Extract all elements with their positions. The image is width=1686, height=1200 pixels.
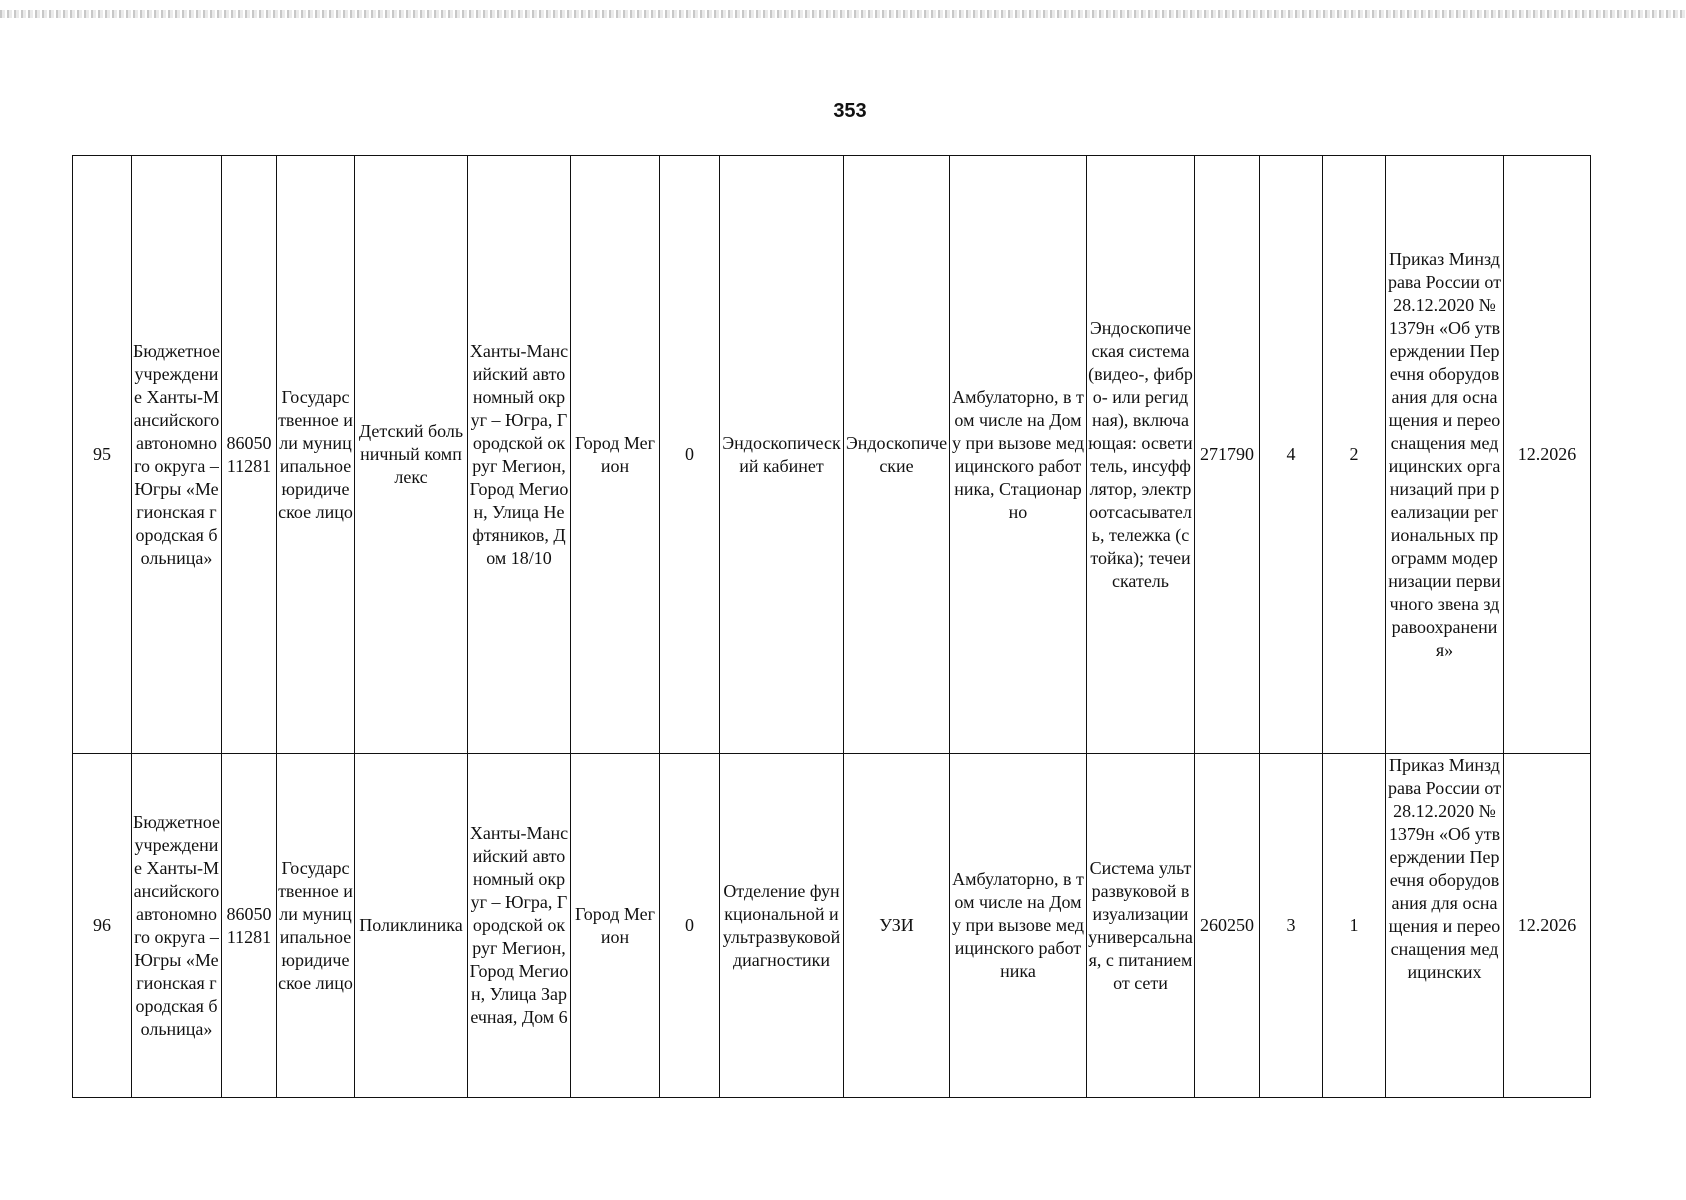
legal-basis-cell: Приказ Минздрава России от 28.12.2020 № 1379н «Об утверждении Перечня оборудования для оснащения и переоснащения медицинских (1386, 754, 1504, 1098)
date-cell: 12.2026 (1504, 754, 1591, 1098)
equipment-cell: Эндоскопическая система (видео-, фибро- или регидная), включающая: осветитель, инсуффлятор, электроотсасыватель, тележка (стойка); течеискатель (1087, 156, 1195, 754)
organization-cell: Бюджетное учреждение Ханты-Мансийского автономного округа – Югры «Мегионская городская больница» (132, 754, 222, 1098)
care-conditions-cell: Амбулаторно, в том числе на Дому при вызове медицинского работника, Стационарно (950, 156, 1087, 754)
scan-edge-artifact (0, 10, 1686, 18)
quantity-a-cell: 4 (1260, 156, 1323, 754)
row-number-cell: 95 (73, 156, 132, 754)
row-number-cell: 96 (73, 754, 132, 1098)
city-cell: Город Мегион (571, 156, 660, 754)
equipment-code-cell: 260250 (1195, 754, 1260, 1098)
quantity-b-cell: 1 (1323, 754, 1386, 1098)
department-cell: Эндоскопический кабинет (720, 156, 844, 754)
equipment-cell: Система ультразвуковой визуализации универсальная, с питанием от сети (1087, 754, 1195, 1098)
code-cell: 0 (660, 754, 720, 1098)
profile-cell: Эндоскопические (844, 156, 950, 754)
address-cell: Ханты-Мансийский автономный округ – Югра, Городской округ Мегион, Город Мегион, Улица Нефтяников, Дом 18/10 (468, 156, 571, 754)
table-row (73, 156, 1591, 754)
table-row (73, 754, 1591, 1098)
care-conditions-cell: Амбулаторно, в том числе на Дому при вызове медицинского работника (950, 754, 1087, 1098)
department-cell: Отделение функциональной и ультразвуковой диагностики (720, 754, 844, 1098)
facility-cell: Поликлиника (355, 754, 468, 1098)
inn-cell: 8605011281 (222, 156, 277, 754)
date-cell: 12.2026 (1504, 156, 1591, 754)
code-cell: 0 (660, 156, 720, 754)
quantity-b-cell: 2 (1323, 156, 1386, 754)
equipment-code-cell: 271790 (1195, 156, 1260, 754)
quantity-a-cell: 3 (1260, 754, 1323, 1098)
organization-cell: Бюджетное учреждение Ханты-Мансийского автономного округа – Югры «Мегионская городская больница» (132, 156, 222, 754)
equipment-registry-table (72, 155, 1591, 1098)
profile-cell: УЗИ (844, 754, 950, 1098)
inn-cell: 8605011281 (222, 754, 277, 1098)
legal-basis-cell: Приказ Минздрава России от 28.12.2020 № 1379н «Об утверждении Перечня оборудования для оснащения и переоснащения медицинских организаций при реализации региональных программ модернизации первичного звена здравоохранения» (1386, 156, 1504, 754)
legal-form-cell: Государственное или муниципальное юридическое лицо (277, 156, 355, 754)
address-cell: Ханты-Мансийский автономный округ – Югра, Городской округ Мегион, Город Мегион, Улица Заречная, Дом 6 (468, 754, 571, 1098)
legal-form-cell: Государственное или муниципальное юридическое лицо (277, 754, 355, 1098)
page-number: 353 (833, 100, 867, 122)
city-cell: Город Мегион (571, 754, 660, 1098)
facility-cell: Детский больничный комплекс (355, 156, 468, 754)
